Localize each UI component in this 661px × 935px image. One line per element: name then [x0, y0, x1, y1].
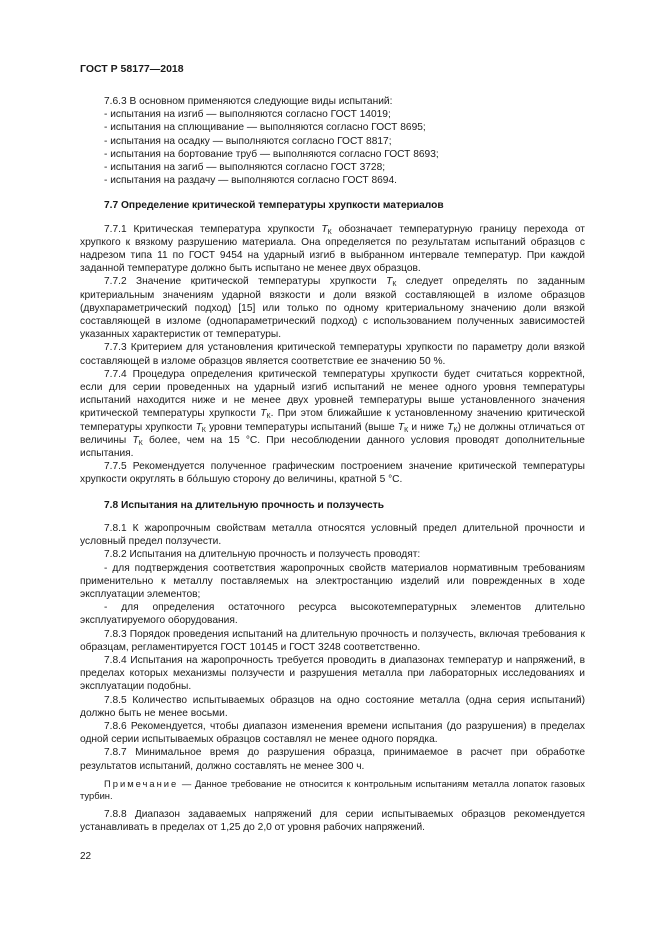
- paragraph-7-8-3: 7.8.3 Порядок проведения испытаний на длительную прочность и ползучесть, включая требования к образцам, регламентируется ГОСТ 10145 и ГОСТ 3248 соответственно.: [80, 628, 585, 653]
- paragraph-7-7-4: 7.7.4 Процедура определения критической температуры хрупкости будет считаться корректной, если для серии проведенных на ударный изгиб испытаний не менее одного уровня температуры испытаний находится ниже и не менее двух уровней температуры выше установленного значения критической температуры хрупкости $T_К$. При этом ближайшие к установленному значению критической температуры хрупкости $T_К$ уровни температуры испытаний (выше $T_К$ и ниже $T_К$) не должны отличаться от величины $T_К$ более, чем на 15 °С. При несоблюдении данного условия проводят дополнительные испытания.: [80, 368, 585, 460]
- paragraph-7-8-4: 7.8.4 Испытания на жаропрочность требуется проводить в диапазонах температур и напряжений, в пределах которых механизмы ползучести и разрушения металла при лабораторных исследованиях и эксплуатации подобны.: [80, 654, 585, 693]
- page-number: 22: [80, 851, 92, 862]
- list-item: - испытания на изгиб — выполняются согласно ГОСТ 14019;: [104, 109, 391, 121]
- page-body: [80, 95, 585, 834]
- paragraph-7-8-6: 7.8.6 Рекомендуется, чтобы диапазон изменения времени испытания (до разрушения) в пределах одной серии испытываемых образцов составлял не менее одного порядка.: [80, 720, 585, 746]
- list-item: - испытания на раздачу — выполняются согласно ГОСТ 8694.: [104, 175, 397, 187]
- paragraph-7-7-1: 7.7.1 Критическая температура хрупкости $T_К$ обозначает температурную границу перехода от хрупкого к вязкому разрушению материала. Она определяется по результатам испытаний образцов с надрезом типа 11 по ГОСТ 9454 на ударный изгиб в выбранном интервале температур. При каждой заданной температуре должно быть испытано не менее двух образцов.: [80, 223, 585, 275]
- list-item: - испытания на осадку — выполняются согласно ГОСТ 8817;: [104, 135, 392, 147]
- list-item: - испытания на загиб — выполняются согласно ГОСТ 3728;: [104, 162, 386, 174]
- paragraph-7-6-3-intro: 7.6.3 В основном применяются следующие виды испытаний:: [104, 96, 393, 107]
- list-item: - испытания на бортование труб — выполняются согласно ГОСТ 8693;: [104, 148, 439, 160]
- paragraph-7-8-2: 7.8.2 Испытания на длительную прочность и ползучесть проводят:: [104, 549, 421, 561]
- paragraph-7-7-3: 7.7.3 Критерием для установления критической температуры хрупкости по параметру доли вязкой составляющей в изломе образцов является соответствие ее значению 50 %.: [80, 342, 585, 367]
- paragraph-7-8-2-a: - для подтверждения соответствия жаропрочных свойств материалов нормативным требованиям применительно к металлу поставляемых на электростанцию изделий или поврежденных в ходе эксплуатации элементов;: [80, 562, 585, 600]
- section-heading-7-7: 7.7 Определение критической температуры хрупкости материалов: [104, 200, 444, 212]
- note: [80, 778, 585, 803]
- note-label: Примечание: [104, 777, 179, 789]
- note-text: — Данное требование не относится к контрольным испытаниям металла лопаток газовых турбин.: [80, 777, 585, 802]
- section-heading-7-8: 7.8 Испытания на длительную прочность и ползучесть: [104, 499, 385, 511]
- paragraph-7-8-8: 7.8.8 Диапазон задаваемых напряжений для серии испытываемых образцов рекомендуется устанавливать в пределах от 1,25 до 2,0 от уровня рабочих напряжений.: [80, 808, 585, 833]
- paragraph-7-8-2-b: - для определения остаточного ресурса высокотемпературных элементов длительно эксплуатируемого оборудования.: [80, 602, 585, 627]
- page-header: ГОСТ Р 58177—2018: [80, 63, 184, 75]
- paragraph-7-7-2: 7.7.2 Значение критической температуры хрупкости $T_К$ следует определять по заданным критериальным значениям ударной вязкости и доли вязкой составляющей в изломе образцов (двухпараметрический подход) [15] или только по одному критериальному значению доли вязкой составляющей в изломе (однопараметрический подход) с использованием полученных зависимостей указанных характеристик от температуры.: [80, 276, 585, 341]
- paragraph-7-8-5: 7.8.5 Количество испытываемых образцов на одно состояние металла (одна серия испытаний) должно быть не менее восьми.: [80, 694, 585, 719]
- paragraph-7-7-5: 7.7.5 Рекомендуется полученное графическим построением значение критической температуры хрупкости округлять в бо́льшую сторону до величины, кратной 5 °С.: [80, 461, 585, 486]
- paragraph-7-8-7: 7.8.7 Минимальное время до разрушения образца, принимаемое в расчет при обработке результатов испытаний, должно составлять не менее 300 ч.: [80, 747, 585, 772]
- list-item: - испытания на сплющивание — выполняются согласно ГОСТ 8695;: [104, 122, 426, 134]
- paragraph-7-8-1: 7.8.1 К жаропрочным свойствам металла относятся условный предел длительной прочности и условный предел ползучести.: [80, 522, 585, 548]
